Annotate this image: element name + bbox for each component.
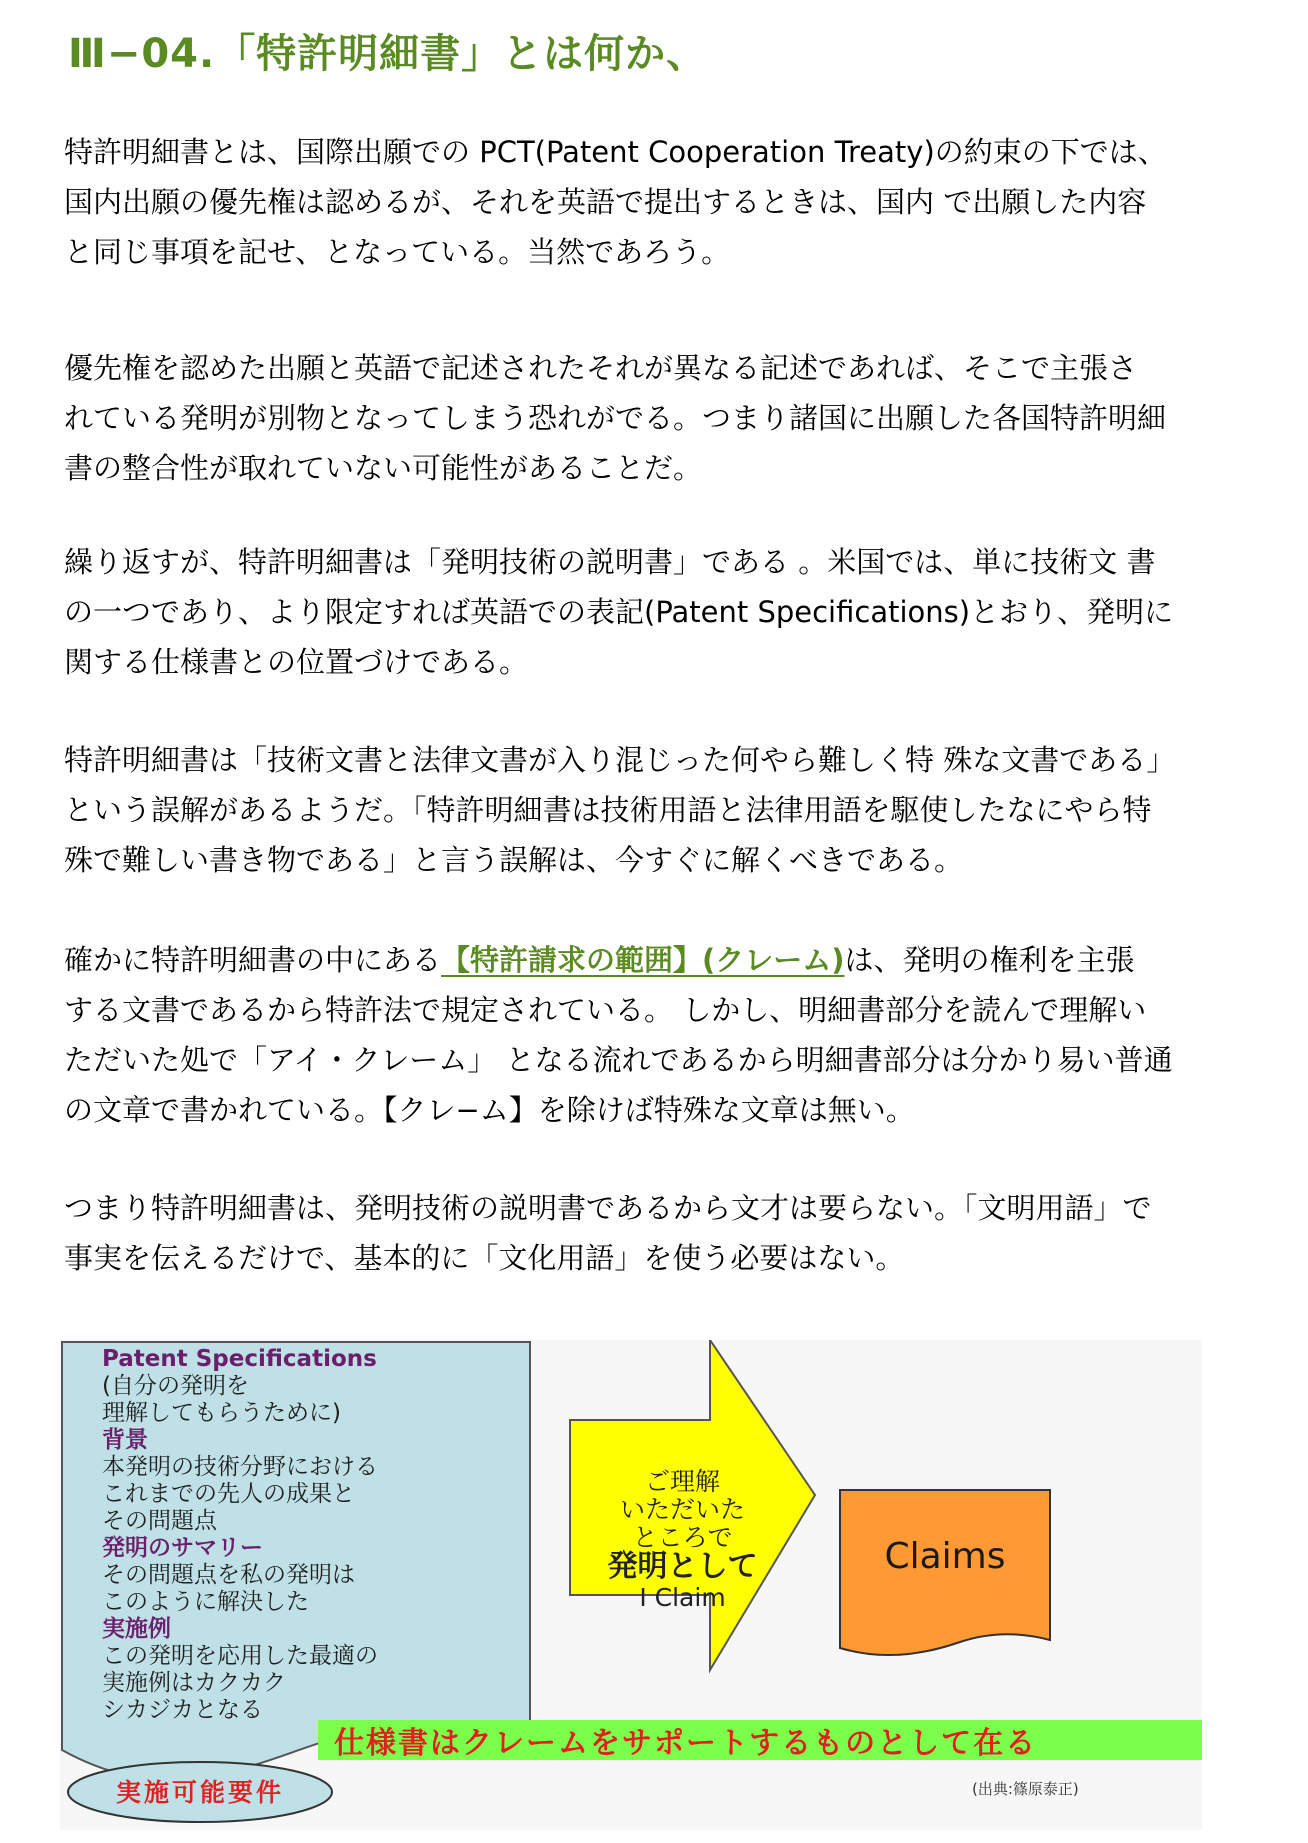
spec-line: 本発明の技術分野における [102,1454,378,1480]
page-title: Ⅲ−04.「特許明細書」とは何か、 [68,31,708,77]
paragraph-line: する文書であるから特許法で規定されている。 しかし、明細書部分を読んで理解い [64,993,1147,1027]
paragraph-line [64,935,1264,985]
paragraph-line: つまり特許明細書は、発明技術の説明書であるから文才は要らない。「文明用語」で [64,1191,1152,1225]
paragraph-line: 優先権を認めた出願と英語で記述されたそれが異なる記述であれば、そこで主張さ [64,351,1138,385]
spec-line: このように解決した [102,1589,309,1615]
spec-line: 実施例 [102,1616,171,1642]
paragraph-line: 殊で難しい書き物である」と言う誤解は、今すぐに解くべきである。 [64,843,964,877]
paragraph-line: という誤解があるようだ。「特許明細書は技術用語と法律用語を駆使したなにやら特 [64,793,1152,827]
paragraph-line: 事実を伝えるだけで、基本的に「文化用語」を使う必要はない。 [64,1241,905,1275]
spec-line: 背景 [102,1427,148,1453]
paragraph-line: の文章で書かれている。【クレ−ム】を除けば特殊な文章は無い。 [64,1093,915,1127]
paragraph-2 [64,343,1264,493]
enablement-requirement-label: 実施可能要件 [115,1778,284,1807]
spec-line: シカジカとなる [102,1697,263,1723]
paragraph-3 [64,537,1264,687]
spec-line: Patent Specifications [102,1346,377,1372]
spec-line: 発明のサマリー [102,1535,263,1561]
arrow-line: I Claim [639,1583,726,1612]
arrow-line: いただいた [619,1495,745,1524]
spec-line: これまでの先人の成果と [102,1481,355,1507]
paragraph-6 [64,1183,1264,1283]
paragraph-line: 国内出願の優先権は認めるが、それを英語で提出するときは、国内 で出願した内容 [64,185,1147,219]
arrow-line: ところで [632,1523,733,1552]
specification-diagram [60,1340,1202,1830]
spec-line: (自分の発明を [102,1373,249,1399]
spec-line: その問題点を私の発明は [102,1562,355,1588]
paragraph-line: 繰り返すが、特許明細書は「発明技術の説明書」である 。米国では、単に技術文 書 [64,545,1156,579]
paragraph-line: 書の整合性が取れていない可能性があることだ。 [64,451,703,485]
claims-label: Claims [884,1536,1006,1577]
support-banner: 仕様書はクレームをサポートするものとして在る [318,1720,1202,1760]
source-credit: (出典:篠原泰正) [972,1780,1079,1798]
spec-line: 実施例はカクカク [102,1670,286,1696]
spec-line: その問題点 [102,1508,217,1534]
paragraph-1 [64,127,1264,277]
paragraph-text: 確かに特許明細書の中にある [64,943,442,977]
arrow-line: ご理解 [644,1467,720,1496]
arrow-line: 発明として [607,1549,758,1584]
paragraph-5 [64,935,1264,1135]
paragraph-line: ただいた処で「アイ・クレーム」 となる流れであるから明細書部分は分かり易い普通 [64,1043,1173,1077]
paragraph-4 [64,735,1264,885]
patent-claims-link[interactable]: 【特許請求の範囲】(クレーム) [441,943,845,977]
spec-line: この発明を応用した最適の [102,1643,378,1669]
paragraph-line: 関する仕様書との位置づけである。 [64,645,529,679]
spec-line: 理解してもらうために) [102,1400,341,1426]
paragraph-line: と同じ事項を記せ、となっている。当然であろう。 [64,235,731,269]
paragraph-line: の一つであり、より限定すれば英語での表記(Patent Specifications)とおり、発明に [64,595,1174,629]
paragraph-line: れている発明が別物となってしまう恐れがでる。つまり諸国に出願した各国特許明細 [64,401,1167,435]
paragraph-line: 特許明細書とは、国際出願での PCT(Patent Cooperation Treaty)の約束の下では、 [64,135,1167,169]
paragraph-text: は、発明の権利を主張 [844,943,1135,977]
paragraph-line: 特許明細書は「技術文書と法律文書が入り混じった何やら難しく特 殊な文書である」 [64,743,1176,777]
